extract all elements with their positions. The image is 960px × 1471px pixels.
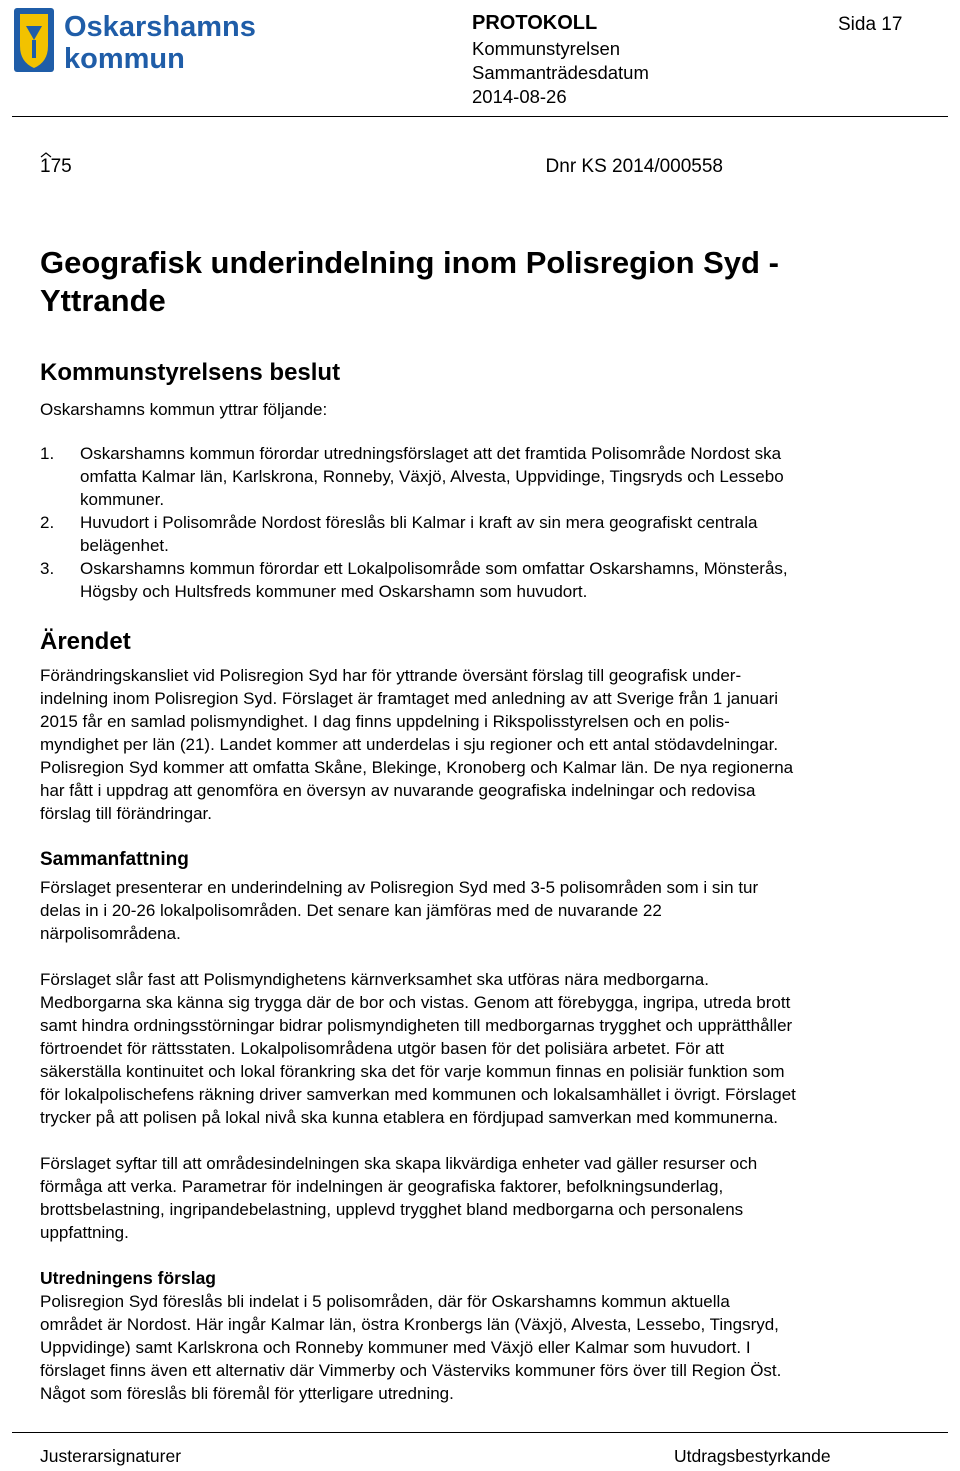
- text-line: förmåga att verka. Parametrar för indelningen är geografiska faktorer, befolkningsunderlag,: [40, 1177, 724, 1196]
- title-line: Geografisk underindelning inom Polisregion Syd -: [40, 245, 779, 280]
- list-item-line: Huvudort i Polisområde Nordost föreslås bli Kalmar i kraft av sin mera geografiskt centrala: [80, 513, 758, 532]
- meeting-date: 2014-08-26: [472, 86, 567, 107]
- document-title: [40, 244, 920, 320]
- text-line: samt hindra ordningsstörningar bidrar polismyndigheten till medborgarnas trygghet och upprätthåller: [40, 1016, 793, 1035]
- matter-heading: Ärendet: [40, 628, 131, 655]
- list-item: [40, 557, 940, 603]
- text-line: Förslaget syftar till att områdesindelningen ska skapa likvärdiga enheter vad gäller resurser och: [40, 1154, 758, 1173]
- decision-heading: Kommunstyrelsens beslut: [40, 359, 341, 386]
- case-number: 175: [40, 156, 72, 177]
- text-line: indelning inom Polisregion Syd. Förslaget är framtaget med anledning av att Sverige från 1 januari: [40, 689, 779, 708]
- case-reference: Dnr KS 2014/000558: [545, 156, 723, 177]
- text-line: trycker på att polisen på lokal nivå ska kunna etablera en fördjupad samverkan med kommunerna.: [40, 1108, 779, 1127]
- text-line: uppfattning.: [40, 1223, 129, 1242]
- text-line: delas in i 20-26 lokalpolisområden. Det senare kan jämföras med de nuvarande 22: [40, 901, 662, 920]
- text-line: Förslaget presenterar en underindelning av Polisregion Syd med 3-5 polisområden som i sin tur: [40, 878, 759, 897]
- text-line: förtroendet för rättsstaten. Lokalpolisområdena utgör basen för det polisiära arbetet. För att: [40, 1039, 725, 1058]
- text-line: Förändringskansliet vid Polisregion Syd har för yttrande översänt förslag till geografisk under-: [40, 666, 742, 685]
- logo-text-line2: kommun: [64, 43, 185, 75]
- summary-paragraph-2: [40, 968, 920, 1129]
- page-number: Sida 17: [838, 14, 903, 35]
- text-line: Medborgarna ska känna sig trygga där de bor och vistas. Genom att förebygga, ingripa, utreda brott: [40, 993, 791, 1012]
- summary-heading: Sammanfattning: [40, 849, 189, 870]
- protocol-title: PROTOKOLL: [472, 12, 598, 34]
- summary-paragraph-1: [40, 876, 920, 945]
- decision-list: [40, 442, 940, 603]
- text-line: Förslaget slår fast att Polismyndighetens kärnverksamhet ska utföras nära medborgarna.: [40, 970, 709, 989]
- decision-intro: Oskarshamns kommun yttrar följande:: [40, 400, 328, 419]
- text-line: Uppvidinge) samt Karlskrona och Ronneby kommuner med Växjö eller Kalmar som huvudort. I: [40, 1338, 751, 1357]
- matter-paragraph: [40, 664, 920, 825]
- proposal-paragraph: [40, 1290, 920, 1405]
- text-line: 2015 får en samlad polismyndighet. I dag finns uppdelning i Rikspolisstyrelsen och en polis-: [40, 712, 730, 731]
- text-line: Polisregion Syd kommer att omfatta Skåne, Blekinge, Kronoberg och Kalmar län. De nya regionerna: [40, 758, 794, 777]
- list-item: [40, 442, 940, 511]
- list-item-line: Oskarshamns kommun förordar ett Lokalpolisområde som omfattar Oskarshamns, Mönsterås,: [80, 559, 788, 578]
- case-row: [40, 152, 725, 182]
- footer-certification-label: Utdragsbestyrkande: [674, 1446, 831, 1466]
- list-item-line: belägenhet.: [80, 536, 169, 555]
- issuing-body: Kommunstyrelsen: [472, 38, 621, 59]
- text-line: har fått i uppdrag att genomföra en översyn av nuvarande geografiska indelningar och redovisa: [40, 781, 756, 800]
- list-marker: 2.: [40, 513, 55, 532]
- text-line: förslaget finns även ett alternativ där Vimmerby och Västerviks kommuner förs över till Region Öst.: [40, 1361, 782, 1380]
- text-line: området är Nordost. Här ingår Kalmar län, östra Kronbergs län (Växjö, Alvesta, Lessebo, Tingsryd,: [40, 1315, 779, 1334]
- text-line: förslag till förändringar.: [40, 804, 212, 823]
- footer-divider: [12, 1432, 948, 1433]
- summary-paragraph-3: [40, 1152, 920, 1244]
- list-item-line: Oskarshamns kommun förordar utredningsförslaget att det framtida Polisområde Nordost ska: [80, 444, 782, 463]
- list-item-line: Högsby och Hultsfreds kommuner med Oskarshamn som huvudort.: [80, 582, 588, 601]
- text-line: för lokalpolischefens räkning driver samverkan med kommunen och lokalsamhället i övrigt. Förslaget: [40, 1085, 796, 1104]
- list-marker: 1.: [40, 444, 55, 463]
- list-marker: 3.: [40, 559, 55, 578]
- list-item: [40, 511, 940, 557]
- municipality-logo: [12, 6, 262, 76]
- list-item-line: kommuner.: [80, 490, 165, 509]
- meeting-date-label: Sammanträdesdatum: [472, 62, 649, 83]
- logo-text-line1: Oskarshamns: [64, 11, 256, 43]
- text-line: Polisregion Syd föreslås bli indelat i 5 polisområden, där för Oskarshamns kommun aktuella: [40, 1292, 730, 1311]
- proposal-heading: Utredningens förslag: [40, 1268, 216, 1288]
- text-line: Något som föreslås bli föremål för ytterligare utredning.: [40, 1384, 454, 1403]
- title-line: Yttrande: [40, 283, 166, 318]
- logo-graphic: [12, 6, 262, 76]
- header-divider: [12, 116, 948, 117]
- text-line: brottsbelastning, ingripandebelastning, upplevd trygghet bland medborgarna och personalens: [40, 1200, 744, 1219]
- text-line: myndighet per län (21). Landet kommer att underdelas i sju regioner och ett antal stödavdelningar.: [40, 735, 779, 754]
- text-line: närpolisområdena.: [40, 924, 181, 943]
- text-line: säkerställa kontinuitet och lokal förankring ska det för varje kommun finnas en polisiär funktion som: [40, 1062, 785, 1081]
- footer-signatures-label: Justerarsignaturer: [40, 1446, 182, 1466]
- list-item-line: omfatta Kalmar län, Karlskrona, Ronneby, Växjö, Alvesta, Uppvidinge, Tingsryds och Lessebo: [80, 467, 784, 486]
